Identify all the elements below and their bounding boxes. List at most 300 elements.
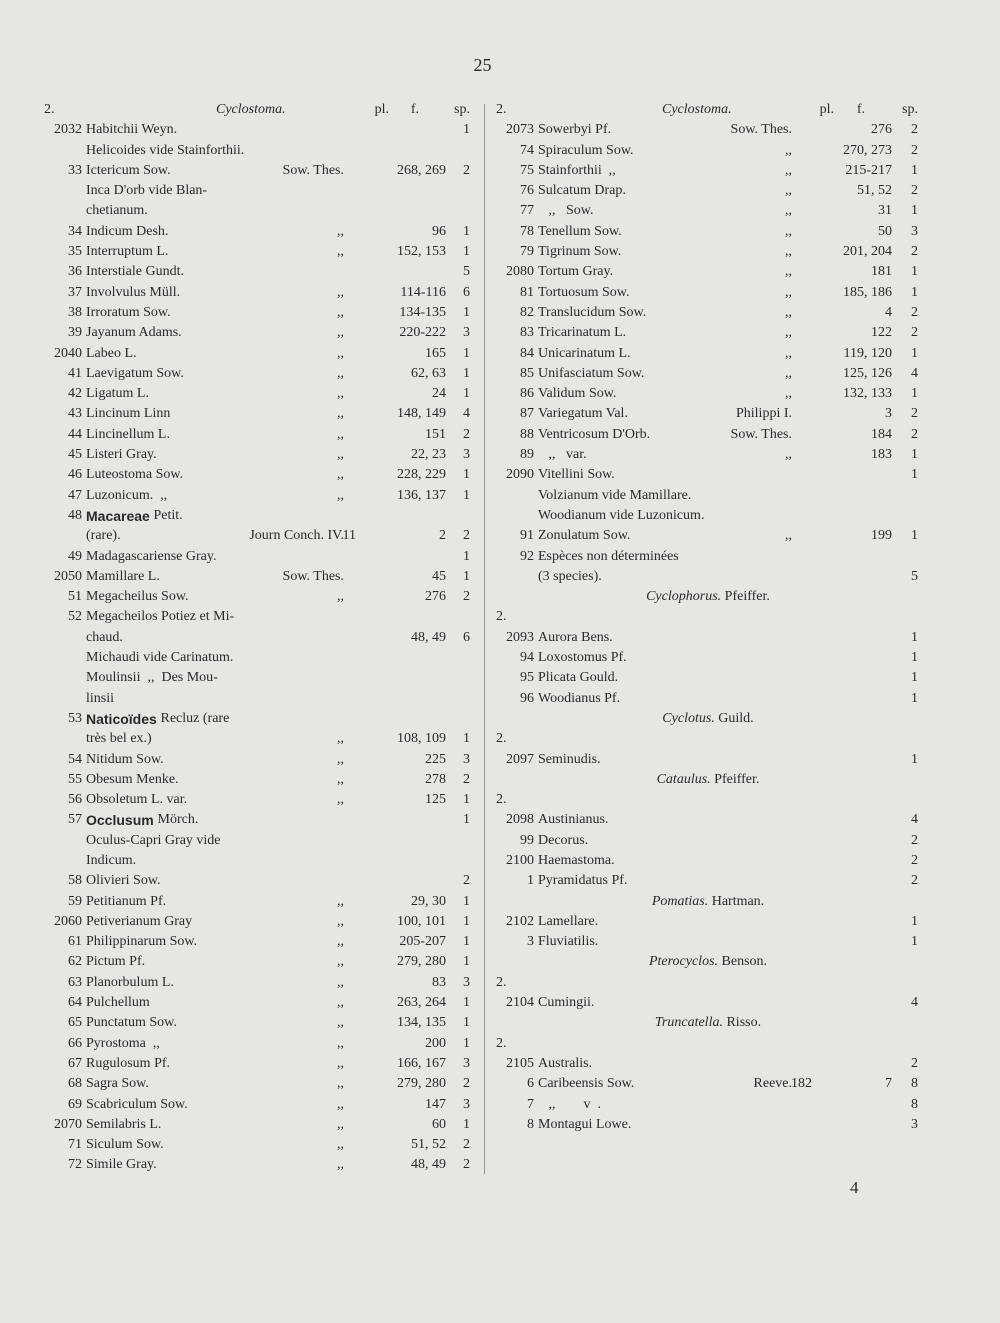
plate-figure: 22, 23	[411, 447, 446, 463]
species-entry	[42, 851, 474, 871]
entry-number: 2073	[506, 122, 534, 138]
species-name: chetianum.	[86, 203, 148, 219]
entry-number: 2100	[506, 852, 534, 868]
species-name: Translucidum Sow.	[538, 304, 647, 320]
species-entry	[42, 161, 474, 181]
species-entry	[494, 547, 922, 567]
species-name: Plicata Gould.	[538, 670, 619, 686]
specimen-count: 8	[911, 1096, 918, 1112]
entry-number: 84	[520, 345, 534, 361]
species-entry	[494, 871, 922, 891]
footer-signature: 4	[850, 1178, 859, 1197]
plate-figure: 125	[425, 792, 446, 808]
species-name: Espèces non déterminées	[538, 548, 679, 564]
species-name: Megacheilus Sow.	[86, 589, 189, 605]
specimen-count: 3	[463, 325, 470, 341]
species-name: Pyramidatus Pf.	[538, 873, 628, 889]
reference: Journ Conch. IV.	[249, 528, 344, 544]
species-name: Listeri Gray.	[86, 447, 157, 463]
reference: ,,	[337, 304, 344, 320]
specimen-count: 1	[911, 467, 918, 483]
plate-figure: 136, 137	[397, 487, 446, 503]
reference: ,,	[337, 345, 344, 361]
specimen-count: 4	[911, 365, 918, 381]
entry-number: 63	[68, 974, 82, 990]
species-entry	[42, 181, 474, 201]
species-name: Woodianus Pf.	[538, 690, 621, 706]
entry-number: 2104	[506, 995, 534, 1011]
entry-number: 68	[68, 1076, 82, 1092]
specimen-count: 1	[463, 223, 470, 239]
plate-figure: 96	[432, 223, 446, 239]
specimen-count: 2	[911, 873, 918, 889]
species-name: Unifasciatum Sow.	[538, 365, 645, 381]
specimen-count: 2	[463, 162, 470, 178]
species-name: Sowerbyi Pf.	[538, 122, 612, 138]
specimen-count: 2	[463, 589, 470, 605]
reference: ,,	[337, 1137, 344, 1153]
entry-number: 1	[527, 873, 534, 889]
left-entry-list	[42, 120, 474, 1175]
plate-figure: 62, 63	[411, 365, 446, 381]
species-entry	[42, 1054, 474, 1074]
specimen-count: 1	[463, 812, 470, 828]
species-name: Petiverianum Gray	[86, 913, 193, 929]
entry-number: 2098	[506, 812, 534, 828]
plate-figure: 165	[425, 345, 446, 361]
entry-number: 7	[527, 1096, 534, 1112]
entry-number: 94	[520, 650, 534, 666]
column-mark-row	[494, 973, 922, 993]
species-name: Interruptum L.	[86, 244, 169, 260]
header-genus: Cyclostoma.	[662, 102, 732, 117]
species-name: Helicoides vide Stainforthii.	[86, 142, 245, 158]
species-name: Occlusum	[86, 812, 154, 829]
species-entry	[494, 1115, 922, 1135]
plate-figure: 268, 269	[397, 162, 446, 178]
entry-number: 81	[520, 284, 534, 300]
reference: ,,	[337, 792, 344, 808]
specimen-count: 1	[463, 934, 470, 950]
entry-number: 92	[520, 548, 534, 564]
specimen-count: 1	[911, 528, 918, 544]
species-name: Tigrinum Sow.	[538, 244, 622, 260]
species-entry	[42, 486, 474, 506]
species-entry	[42, 892, 474, 912]
specimen-count: 2	[911, 183, 918, 199]
reference: ,,	[337, 771, 344, 787]
species-entry	[42, 932, 474, 952]
entry-number: 2090	[506, 467, 534, 483]
species-name: Michaudi vide Carinatum.	[86, 650, 234, 666]
entry-number: 59	[68, 893, 82, 909]
plate-figure: 51, 52	[857, 183, 892, 199]
species-entry	[42, 1034, 474, 1054]
species-name: Pulchellum	[86, 995, 150, 1011]
plate-figure: 220-222	[399, 325, 446, 341]
specimen-count: 1	[463, 568, 470, 584]
reference: ,,	[337, 1015, 344, 1031]
species-entry	[42, 790, 474, 810]
species-entry	[42, 587, 474, 607]
plate-figure: 184	[871, 426, 892, 442]
specimen-count: 2	[911, 832, 918, 848]
species-name: chaud.	[86, 629, 123, 645]
entry-number: 6	[527, 1076, 534, 1092]
specimen-count: 2	[463, 1157, 470, 1173]
header-pl: pl.	[819, 102, 834, 117]
entry-number: 41	[68, 365, 82, 381]
species-entry	[42, 547, 474, 567]
specimen-count: 2	[911, 122, 918, 138]
plate-figure: 3	[885, 406, 892, 422]
species-name: Interstiale Gundt.	[86, 264, 184, 280]
reference: ,,	[785, 244, 792, 260]
plate-figure: 50	[878, 223, 892, 239]
specimen-count: 1	[463, 345, 470, 361]
species-name: Ictericum Sow.	[86, 162, 171, 178]
specimen-count: 1	[463, 1015, 470, 1031]
entry-number: 76	[520, 183, 534, 199]
entry-number: 37	[68, 284, 82, 300]
species-name: Tortum Gray.	[538, 264, 614, 280]
species-name: Ventricosum D'Orb.	[538, 426, 651, 442]
specimen-count: 1	[463, 467, 470, 483]
reference: ,,	[337, 447, 344, 463]
section-heading	[494, 587, 922, 607]
species-entry	[494, 993, 922, 1013]
specimen-count: 1	[911, 629, 918, 645]
species-entry	[494, 425, 922, 445]
species-entry	[494, 161, 922, 181]
header-sp: sp.	[454, 102, 470, 117]
section-genus: Cyclophorus.	[646, 589, 722, 605]
right-column-header	[494, 100, 922, 120]
specimen-count: 2	[463, 1076, 470, 1092]
species-name: Aurora Bens.	[538, 629, 613, 645]
entry-number: 56	[68, 792, 82, 808]
entry-number: 89	[520, 447, 534, 463]
species-name: Indicum.	[86, 852, 137, 868]
plate-figure: 183	[871, 447, 892, 463]
section-heading	[494, 709, 922, 729]
entry-number: 65	[68, 1015, 82, 1031]
specimen-count: 1	[911, 345, 918, 361]
specimen-count: 2	[911, 1055, 918, 1071]
entry-number: 33	[68, 162, 82, 178]
plate-figure: 83	[432, 974, 446, 990]
entry-number: 38	[68, 304, 82, 320]
entry-number: 71	[68, 1137, 82, 1153]
entry-number: 91	[520, 528, 534, 544]
species-name: (3 species).	[538, 568, 602, 584]
species-name: Laevigatum Sow.	[86, 365, 184, 381]
plate-figure: 24	[432, 386, 446, 402]
entry-number: 46	[68, 467, 82, 483]
reference: ,,	[337, 244, 344, 260]
species-name: Loxostomus Pf.	[538, 650, 627, 666]
plate-figure: 2	[439, 528, 446, 544]
entry-number: 72	[68, 1157, 82, 1173]
plate-figure: 181	[871, 264, 892, 280]
reference: ,,	[337, 1116, 344, 1132]
species-name: Ligatum L.	[86, 386, 149, 402]
reference: Sow. Thes.	[282, 568, 344, 584]
species-entry	[494, 486, 922, 506]
plate-figure: 263, 264	[397, 995, 446, 1011]
species-name: Montagui Lowe.	[538, 1116, 632, 1132]
species-name: Pyrostoma ,,	[86, 1035, 160, 1051]
species-name: Macareae	[86, 507, 150, 524]
reference: ,,	[785, 264, 792, 280]
species-name: Caribeensis Sow.	[538, 1076, 635, 1092]
plate-figure: 114-116	[400, 284, 446, 300]
plate-figure: 147	[425, 1096, 446, 1112]
plate-figure: 215-217	[845, 162, 892, 178]
section-author: Risso.	[726, 1015, 762, 1031]
species-name: Planorbulum L.	[86, 974, 174, 990]
entry-number: 53	[68, 710, 82, 726]
species-entry	[494, 526, 922, 546]
species-name: Labeo L.	[86, 345, 137, 361]
section-heading	[494, 892, 922, 912]
species-entry	[494, 1054, 922, 1074]
species-entry	[42, 425, 474, 445]
entry-number: 2.	[496, 731, 507, 747]
species-entry	[42, 445, 474, 465]
plate-figure: 125, 126	[843, 365, 892, 381]
reference: ,,	[785, 142, 792, 158]
column-mark-row	[494, 729, 922, 749]
entry-number: 51	[68, 589, 82, 605]
species-entry	[494, 689, 922, 709]
plate-figure: 48, 49	[411, 1157, 446, 1173]
species-entry	[494, 364, 922, 384]
specimen-count: 2	[911, 142, 918, 158]
reference: ,,	[337, 467, 344, 483]
section-author: Benson.	[721, 954, 768, 970]
species-entry	[494, 120, 922, 140]
species-name: Spiraculum Sow.	[538, 142, 634, 158]
specimen-count: 3	[911, 1116, 918, 1132]
species-entry	[494, 445, 922, 465]
species-entry	[42, 1115, 474, 1135]
specimen-count: 2	[911, 244, 918, 260]
section-heading	[494, 952, 922, 972]
entry-number: 35	[68, 244, 82, 260]
reference: ,,	[785, 284, 792, 300]
specimen-count: 1	[911, 751, 918, 767]
species-entry	[42, 344, 474, 364]
species-entry	[494, 222, 922, 242]
reference: ,,	[337, 995, 344, 1011]
reference: ,,	[785, 183, 792, 199]
entry-number: 43	[68, 406, 82, 422]
reference: ,,	[785, 386, 792, 402]
species-entry	[42, 668, 474, 688]
specimen-count: 2	[463, 873, 470, 889]
species-name: Indicum Desh.	[86, 223, 169, 239]
plate-figure: 228, 229	[397, 467, 446, 483]
species-name: Scabriculum Sow.	[86, 1096, 188, 1112]
species-name: Petitianum Pf.	[86, 893, 167, 909]
reference: ,,	[337, 1076, 344, 1092]
species-name: très bel ex.)	[86, 731, 152, 747]
specimen-count: 2	[911, 426, 918, 442]
species-name: Megacheilos Potiez et Mi-	[86, 609, 235, 625]
reference: ,,	[785, 528, 792, 544]
plate-figure: 119, 120	[843, 345, 892, 361]
species-author: Recluz (rare	[157, 710, 230, 726]
species-entry	[42, 973, 474, 993]
plate-figure: 201, 204	[843, 244, 892, 260]
plate: 182	[791, 1076, 812, 1092]
species-entry	[494, 201, 922, 221]
entry-number: 44	[68, 426, 82, 442]
species-entry	[494, 831, 922, 851]
specimen-count: 1	[911, 386, 918, 402]
reference: Sow. Thes.	[730, 426, 792, 442]
section-genus: Cyclotus.	[662, 710, 715, 726]
section-heading	[494, 1013, 922, 1033]
specimen-count: 1	[463, 122, 470, 138]
species-entry	[42, 201, 474, 221]
header-pl: pl.	[374, 102, 389, 117]
specimen-count: 1	[911, 162, 918, 178]
species-entry	[494, 181, 922, 201]
species-entry	[494, 465, 922, 485]
species-entry	[42, 567, 474, 587]
entry-number: 82	[520, 304, 534, 320]
species-entry	[494, 668, 922, 688]
entry-number: 2.	[496, 1035, 507, 1051]
specimen-count: 4	[463, 406, 470, 422]
entry-number: 75	[520, 162, 534, 178]
species-entry	[42, 770, 474, 790]
section-genus: Pterocyclos.	[648, 954, 719, 970]
entry-number: 57	[68, 812, 82, 828]
species-name: Obsoletum L. var.	[86, 792, 188, 808]
specimen-count: 3	[463, 1055, 470, 1071]
species-entry	[494, 810, 922, 830]
header-sp: sp.	[902, 102, 918, 117]
specimen-count: 6	[463, 629, 470, 645]
species-name: ,, var.	[538, 447, 587, 463]
species-name: Habitchii Weyn.	[86, 122, 178, 138]
entry-number: 2102	[506, 913, 534, 929]
reference: Sow. Thes.	[282, 162, 344, 178]
species-entry	[494, 1095, 922, 1115]
species-name: Inca D'orb vide Blan-	[86, 183, 208, 199]
section-author: Pfeiffer.	[714, 771, 760, 787]
species-name: Luzonicum. ,,	[86, 487, 168, 503]
entry-number: 69	[68, 1096, 82, 1112]
entry-number: 2070	[54, 1116, 82, 1132]
column-mark-row	[494, 607, 922, 627]
species-entry	[494, 932, 922, 952]
species-name: Seminudis.	[538, 751, 601, 767]
species-entry	[42, 689, 474, 709]
entry-number: 58	[68, 873, 82, 889]
reference: ,,	[337, 954, 344, 970]
species-name: Unicarinatum L.	[538, 345, 631, 361]
plate-figure: 200	[425, 1035, 446, 1051]
reference: ,,	[337, 731, 344, 747]
reference: ,,	[785, 203, 792, 219]
species-entry	[42, 384, 474, 404]
species-entry	[42, 810, 474, 830]
reference: ,,	[337, 325, 344, 341]
species-name: Cumingii.	[538, 995, 595, 1011]
reference: ,,	[337, 365, 344, 381]
specimen-count: 2	[463, 528, 470, 544]
species-name: Variegatum Val.	[538, 406, 628, 422]
entry-number: 2060	[54, 913, 82, 929]
plate-figure: 7	[885, 1076, 892, 1092]
specimen-count: 1	[463, 365, 470, 381]
species-name: Involvulus Müll.	[86, 284, 181, 300]
species-name: Tricarinatum L.	[538, 325, 627, 341]
species-name: Moulinsii ,, Des Mou-	[86, 670, 218, 686]
species-name: Siculum Sow.	[86, 1137, 164, 1153]
plate-figure: 205-207	[399, 934, 446, 950]
species-name: Rugulosum Pf.	[86, 1055, 171, 1071]
entry-number: 85	[520, 365, 534, 381]
plate-figure: 279, 280	[397, 954, 446, 970]
species-entry	[42, 242, 474, 262]
specimen-count: 5	[463, 264, 470, 280]
reference: ,,	[337, 223, 344, 239]
specimen-count: 1	[463, 487, 470, 503]
species-entry	[42, 283, 474, 303]
plate-figure: 134, 135	[397, 1015, 446, 1031]
plate-figure: 51, 52	[411, 1137, 446, 1153]
species-entry	[42, 526, 474, 546]
header-col-mark: 2.	[496, 102, 507, 117]
reference: Philippi I.	[735, 406, 792, 422]
species-name: Nitidum Sow.	[86, 751, 164, 767]
species-entry	[42, 952, 474, 972]
specimen-count: 1	[463, 386, 470, 402]
reference: ,,	[337, 934, 344, 950]
entry-number: 49	[68, 548, 82, 564]
species-name: Lincinum Linn	[86, 406, 171, 422]
reference: ,,	[337, 1096, 344, 1112]
species-entry	[494, 750, 922, 770]
specimen-count: 1	[463, 913, 470, 929]
specimen-count: 6	[463, 284, 470, 300]
plate-figure: 151	[425, 426, 446, 442]
specimen-count: 3	[463, 751, 470, 767]
entry-number: 99	[520, 832, 534, 848]
section-author: Guild.	[718, 710, 754, 726]
specimen-count: 2	[911, 406, 918, 422]
plate-figure: 270, 273	[843, 142, 892, 158]
section-genus: Cataulus.	[656, 771, 711, 787]
species-entry	[42, 648, 474, 668]
species-name: Decorus.	[538, 832, 589, 848]
specimen-count: 4	[911, 995, 918, 1011]
left-column-header	[42, 100, 474, 120]
right-column	[494, 100, 922, 1135]
plate-figure: 132, 133	[843, 386, 892, 402]
specimen-count: 2	[911, 304, 918, 320]
reference: ,,	[337, 1035, 344, 1051]
species-entry	[42, 141, 474, 161]
plate-figure: 276	[425, 589, 446, 605]
reference: ,,	[337, 589, 344, 605]
reference: ,,	[337, 426, 344, 442]
